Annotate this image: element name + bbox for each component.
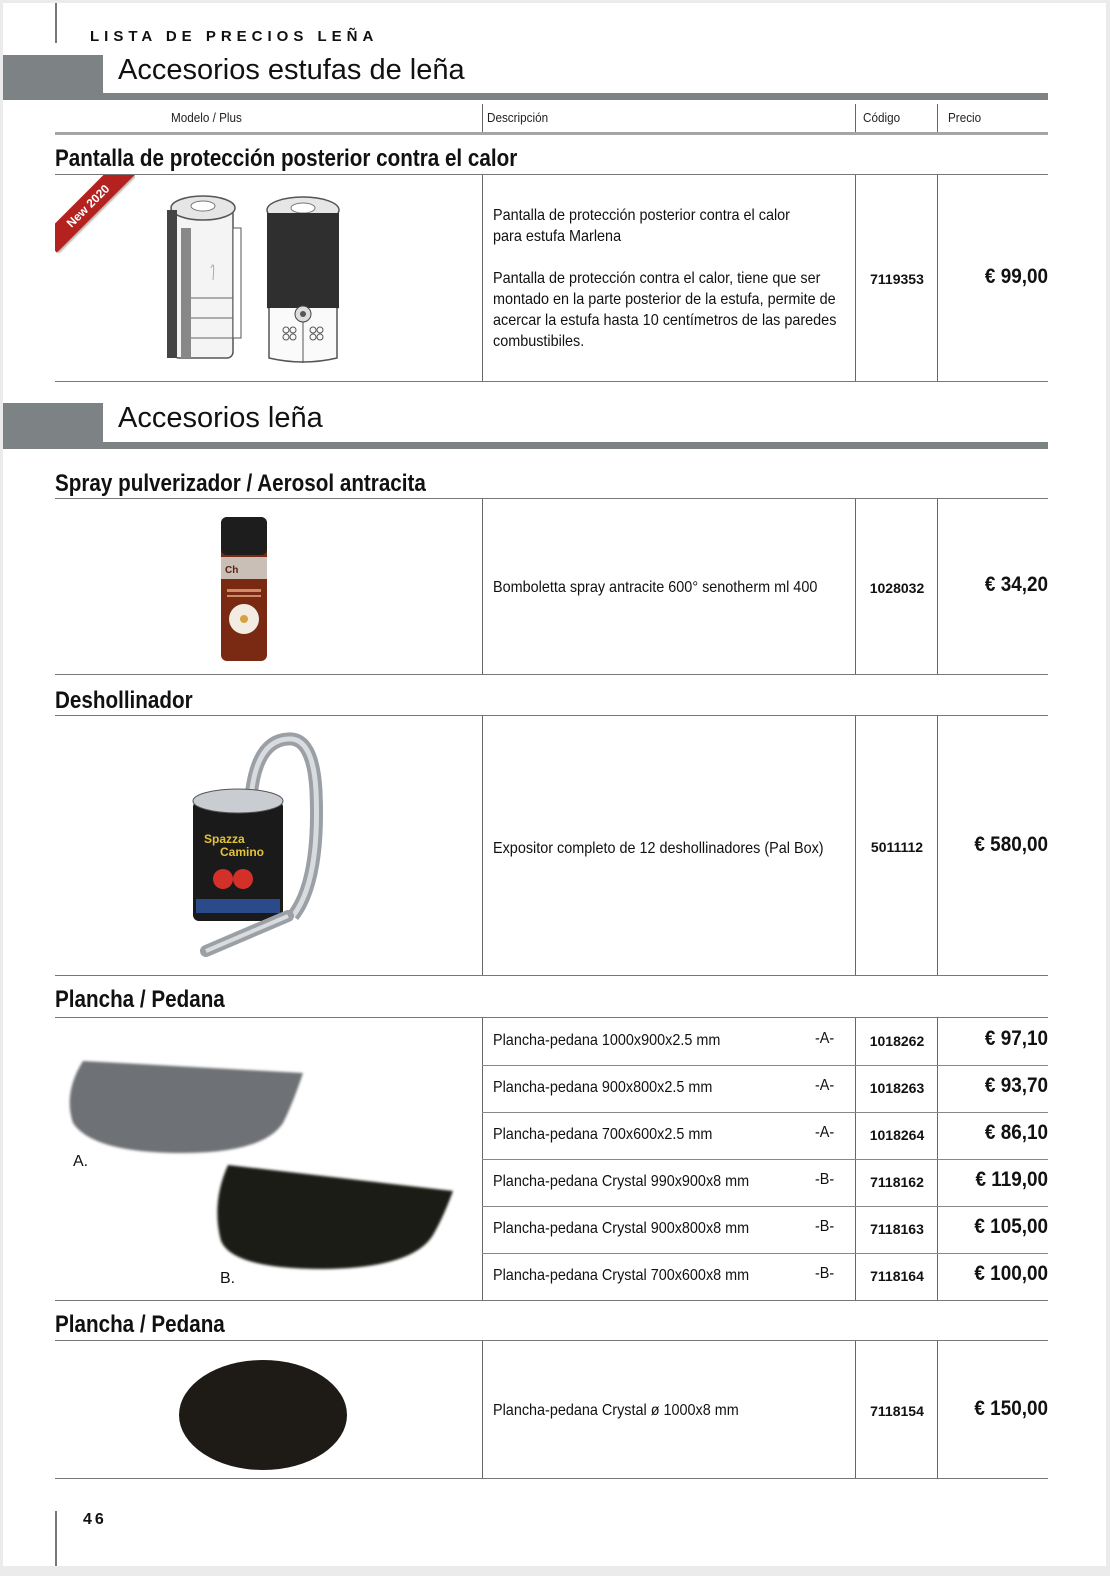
catalog-page xyxy=(3,3,1106,1566)
row-rule xyxy=(55,1478,1048,1479)
product-price: € 99,00 xyxy=(984,265,1048,288)
column-header-description: Descripción xyxy=(487,110,549,125)
page-number: 46 xyxy=(83,1511,107,1528)
product-code: 7119353 xyxy=(870,271,924,287)
section-marker xyxy=(3,55,103,100)
round-plate-image xyxy=(173,1358,353,1473)
row-rule xyxy=(482,1065,1048,1066)
product-variant: -B- xyxy=(815,1218,835,1235)
product-description: Bomboletta spray antracite 600° senotherm ml 400 xyxy=(493,579,818,596)
column-divider xyxy=(482,104,483,132)
ash-vacuum-image xyxy=(188,731,328,961)
section-title: Accesorios estufas de leña xyxy=(118,54,465,86)
group-title: Deshollinador xyxy=(55,687,193,714)
description-line: para estufa Marlena xyxy=(493,228,622,245)
product-code: 5011112 xyxy=(870,839,924,855)
product-code: 7118163 xyxy=(870,1221,924,1237)
section-bar xyxy=(103,442,1048,449)
row-rule xyxy=(482,1112,1048,1113)
stove-open-drawing xyxy=(167,196,241,358)
group-rule xyxy=(55,1017,1048,1018)
product-code: 7118162 xyxy=(870,1174,924,1190)
column-divider xyxy=(855,104,856,132)
section-title: Accesorios leña xyxy=(118,402,323,434)
product-description: Plancha-pedana 900x800x2.5 mm xyxy=(493,1079,713,1096)
column-divider xyxy=(482,175,483,381)
product-price: € 97,10 xyxy=(984,1027,1048,1050)
product-variant: -B- xyxy=(815,1265,835,1282)
product-price: € 86,10 xyxy=(984,1121,1048,1144)
column-divider xyxy=(482,716,483,975)
description-line: combustibiles. xyxy=(493,333,585,350)
product-description xyxy=(493,205,837,352)
column-divider xyxy=(482,499,483,674)
row-rule xyxy=(482,1206,1048,1207)
floor-plate-images xyxy=(63,1043,463,1283)
svg-text:Ch: Ch xyxy=(225,565,239,576)
product-price: € 119,00 xyxy=(975,1168,1048,1191)
product-variant: -A- xyxy=(815,1124,835,1141)
header-rule xyxy=(55,132,1048,135)
plate-a-label: A. xyxy=(73,1153,89,1170)
row-rule xyxy=(55,381,1048,382)
product-description: Plancha-pedana 700x600x2.5 mm xyxy=(493,1126,713,1143)
description-line: montado en la parte posterior de la estufa, permite de xyxy=(493,291,836,308)
group-title: Spray pulverizador / Aerosol antracita xyxy=(55,470,426,497)
product-variant: -A- xyxy=(815,1077,835,1094)
group-title: Plancha / Pedana xyxy=(55,1311,225,1338)
group-rule xyxy=(55,498,1048,499)
product-code: 1018263 xyxy=(869,1080,925,1096)
column-header-price: Precio xyxy=(948,110,982,125)
product-price: € 105,00 xyxy=(974,1215,1048,1238)
spray-can-image xyxy=(215,515,275,665)
page-kicker: LISTA DE PRECIOS LEÑA xyxy=(90,28,379,45)
vacuum-label-line1: Spazza xyxy=(204,832,245,846)
row-rule xyxy=(55,1300,1048,1301)
stove-heat-shield-image xyxy=(153,188,353,373)
section-marker xyxy=(3,403,103,449)
stove-shield-drawing xyxy=(267,197,339,363)
plate-a-image xyxy=(70,1061,303,1153)
description-spacer xyxy=(493,247,817,268)
product-price: € 93,70 xyxy=(984,1074,1048,1097)
product-price: € 100,00 xyxy=(974,1262,1048,1285)
product-description: Expositor completo de 12 deshollinadores (Pal Box) xyxy=(493,840,824,857)
product-code: 1028032 xyxy=(869,580,925,596)
margin-rule-bottom xyxy=(55,1511,57,1566)
row-rule xyxy=(482,1253,1048,1254)
group-rule xyxy=(55,1340,1048,1341)
product-description: Plancha-pedana Crystal 990x900x8 mm xyxy=(493,1173,750,1190)
group-rule xyxy=(55,174,1048,175)
section-bar xyxy=(103,93,1048,100)
product-price: € 580,00 xyxy=(974,833,1048,856)
column-divider xyxy=(937,104,938,132)
column-header-code: Código xyxy=(863,110,901,125)
product-code: 7118164 xyxy=(870,1268,924,1284)
plate-b-label: B. xyxy=(220,1270,236,1287)
product-description: Plancha-pedana Crystal ø 1000x8 mm xyxy=(493,1402,739,1419)
row-rule xyxy=(55,975,1048,976)
group-title: Pantalla de protección posterior contra el calor xyxy=(55,145,518,172)
product-code: 7118154 xyxy=(870,1403,924,1419)
description-line: acercar la estufa hasta 10 centímetros de las paredes xyxy=(493,312,837,329)
product-description: Plancha-pedana Crystal 900x800x8 mm xyxy=(493,1220,750,1237)
description-line: Pantalla de protección posterior contra el calor xyxy=(493,207,790,224)
product-description: Plancha-pedana 1000x900x2.5 mm xyxy=(493,1032,721,1049)
column-divider xyxy=(482,1341,483,1478)
product-price: € 150,00 xyxy=(974,1397,1048,1420)
vacuum-label-line2: Camino xyxy=(220,845,265,859)
group-rule xyxy=(55,715,1048,716)
product-variant: -B- xyxy=(815,1171,835,1188)
product-price: € 34,20 xyxy=(984,573,1048,596)
column-header-model: Modelo / Plus xyxy=(171,110,242,125)
product-code: 1018264 xyxy=(869,1127,925,1143)
margin-rule-top xyxy=(55,3,57,43)
row-rule xyxy=(482,1159,1048,1160)
product-variant: -A- xyxy=(815,1030,835,1047)
new-badge: New 2020 xyxy=(55,175,135,255)
plate-b-image xyxy=(217,1165,453,1269)
product-code: 1018262 xyxy=(869,1033,925,1049)
description-line: Pantalla de protección contra el calor, tiene que ser xyxy=(493,270,821,287)
product-description: Plancha-pedana Crystal 700x600x8 mm xyxy=(493,1267,750,1284)
group-title: Plancha / Pedana xyxy=(55,986,225,1013)
row-rule xyxy=(55,674,1048,675)
